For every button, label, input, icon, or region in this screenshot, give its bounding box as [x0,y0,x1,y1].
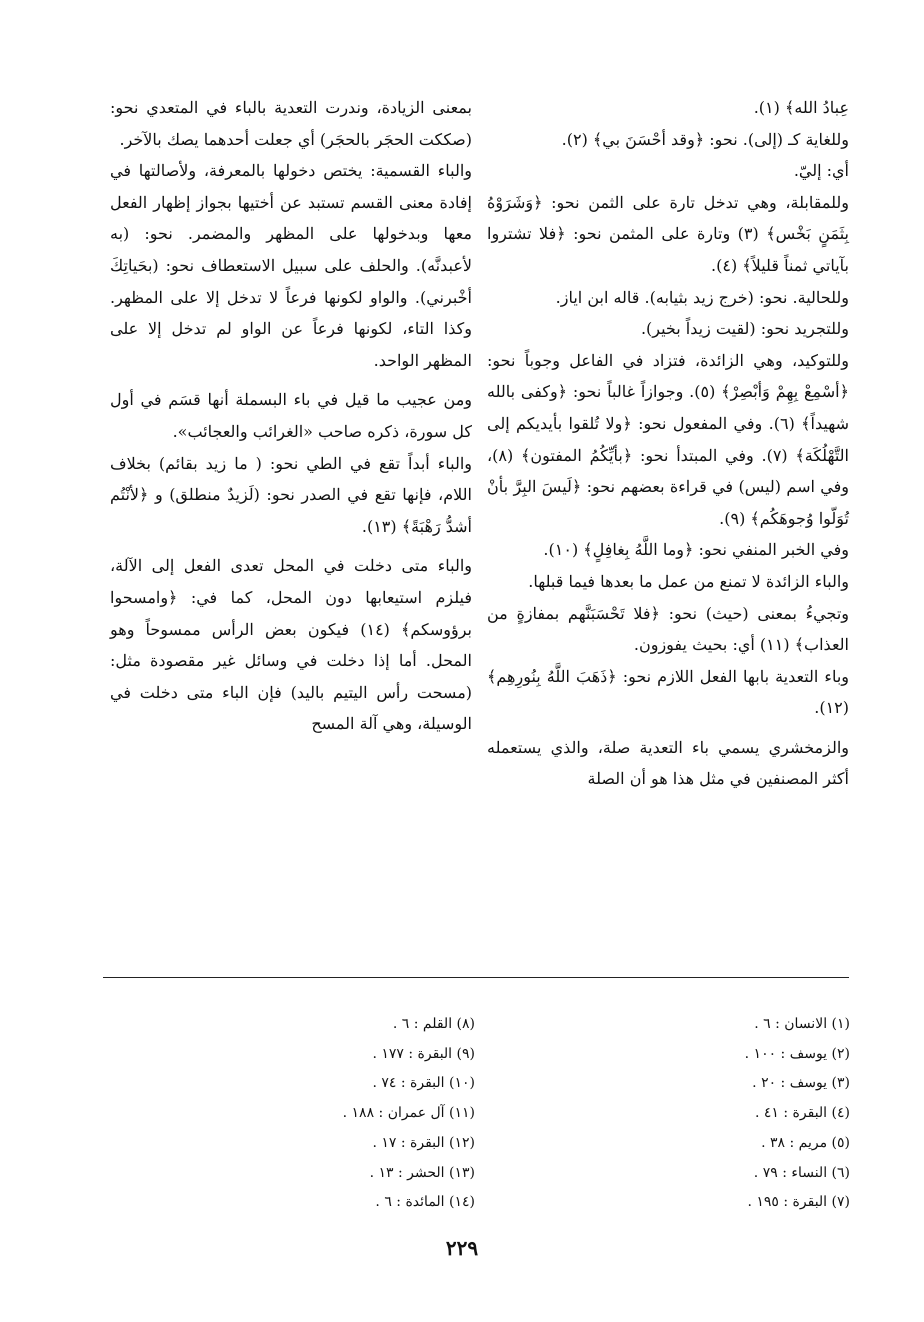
footnote: (٩) البقرة : ١٧٧ . [372,1045,475,1062]
footnotes-right-column [640,1010,850,1218]
footnotes-left-column [270,1010,475,1218]
footnote: (١٢) البقرة : ١٧ . [372,1134,475,1151]
footnote: (١) الانسان : ٦ . [754,1016,850,1032]
paragraph: وتجيءُ بمعنى (حيث) نحو: ﴿فلا تَحْسَبَنَّهم بمفازةٍ من العذاب﴾ (١١) أي: بحيث يفوزون. [487,603,849,655]
paragraph: وللحالية. نحو: (خرج زيد بثيابه). قاله ابن اياز. [555,287,849,307]
footnote: (٢) يوسف : ١٠٠ . [744,1045,850,1062]
paragraph: أي: إليّ. [793,161,849,181]
footnote: (٨) القلم : ٦ . [392,1016,475,1032]
paragraph: والباء متى دخلت في المحل تعدى الفعل إلى الآلة، فيلزم استيعابها دون المحل، كما في: ﴿وامسحوا برؤوسكم﴾ (١٤) فيكون بعض الرأس ممسوحاً وهو المحل. أما إذا دخلت في وسائل غير مقصودة مثل: (مسحت رأس اليتيم باليد) فإن الباء متى دخلت في الوسيلة، وهي آلة المسح [110,556,473,734]
footnote: (١٣) الحشر : ١٣ . [369,1164,475,1181]
paragraph: والباء القسمية: يختص دخولها بالمعرفة، ولأصالتها في إفادة معنى القسم تستبد عن أختيها بجواز إظهار الفعل معها وبدخولها على المظهر والمضمر. نحو: (به لأعبدنَّه). والحلف على سبيل الاستعطاف نحو: (بحَياتِكَ أخْبرني). والواو لكونها فرعاً لا تدخل إلا على المظهر. وكذا التاء، لكونها فرعاً عن الواو لم تدخل إلا على المظهر الواحد. [110,161,472,370]
paragraph: ومن عجيب ما قيل في باء البسملة أنها قسَم في أول كل سورة، ذكره صاحب «الغرائب والعجائب». [110,390,472,441]
left-text-column [110,92,472,740]
paragraph: وللتجريد نحو: (لقيت زيداً بخير). [640,319,849,339]
footnote: (٦) النساء : ٧٩ . [753,1164,850,1181]
paragraph: وللتوكيد، وهي الزائدة، فتزاد في الفاعل وجوباً نحو: ﴿أسْمِعْ بِهِمْ وَأبْصِرْ﴾ (٥). وجوازاً غالباً نحو: ﴿وكفى بالله شهيداً﴾ (٦). وفي المفعول نحو: ﴿ولا تُلقوا بأيديكم إلى التَّهْلُكَة﴾ (٧). وفي المبتدأ نحو: ﴿بأيِّكُمُ المفتون﴾ (٨)، وفي اسم (ليس) في قراءة بعضهم نحو: ﴿لَيسَ البِرَّ بأنْ تُوَلّوا وُجوهَكُم﴾ (٩). [487,350,850,528]
paragraph: وللغاية كـ (إلى). نحو: ﴿وقد أحْسَنَ بي﴾ (٢). [561,129,849,149]
footnote: (٥) مريم : ٣٨ . [761,1134,850,1151]
footnote: (١٠) البقرة : ٧٤ . [372,1075,475,1092]
paragraph: والباء الزائدة لا تمنع من عمل ما بعدها فيما قبلها. [528,571,849,591]
paragraph: وباء التعدية بابها الفعل اللازم نحو: ﴿ذَهَبَ اللَّهُ بِنُورِهِم﴾ (١٢). [487,666,849,718]
footnote: (٣) يوسف : ٢٠ . [752,1075,850,1092]
paragraph: والباء أبداً تقع في الطي نحو: ( ما زيد بقائم) بخلاف اللام، فإنها تقع في الصدر نحو: (لَزيدٌ منطلق) و ﴿لأنْتُم أشدُّ رَهْبَةً﴾ (١٣). [110,453,472,536]
page-number: ٢٢٩ [445,1236,479,1260]
paragraph: والزمخشري يسمي باء التعدية صلة، والذي يستعمله أكثر المصنفين في مثل هذا هو أن الصلة [487,737,849,789]
footnote: (٧) البقرة : ١٩٥ . [747,1194,850,1211]
footnote: (١١) آل عمران : ١٨٨ . [342,1105,475,1122]
footnote: (١٤) المائدة : ٦ . [375,1194,475,1211]
paragraph: عِبادُ الله﴾ (١). [753,98,849,117]
paragraph: بمعنى الزيادة، وندرت التعدية بالباء في المتعدي نحو: (صككت الحجَر بالحجَر) أي جعلت أحدهما يصك بالآخر. [110,98,473,149]
paragraph: وللمقابلة، وهي تدخل تارة على الثمن نحو: ﴿وَشَرَوْهُ بِثَمَنٍ بَخْس﴾ (٣) وتارة على المثمن نحو: ﴿فلا تشتروا بآياتي ثمناً قليلاً﴾ (٤). [487,192,849,275]
right-text-column [487,92,849,795]
footnote: (٤) البقرة : ٤١ . [754,1105,850,1122]
footnote-divider [103,977,849,978]
paragraph: وفي الخبر المنفي نحو: ﴿وما اللَّهُ بِغافِلٍ﴾ (١٠). [543,540,849,560]
